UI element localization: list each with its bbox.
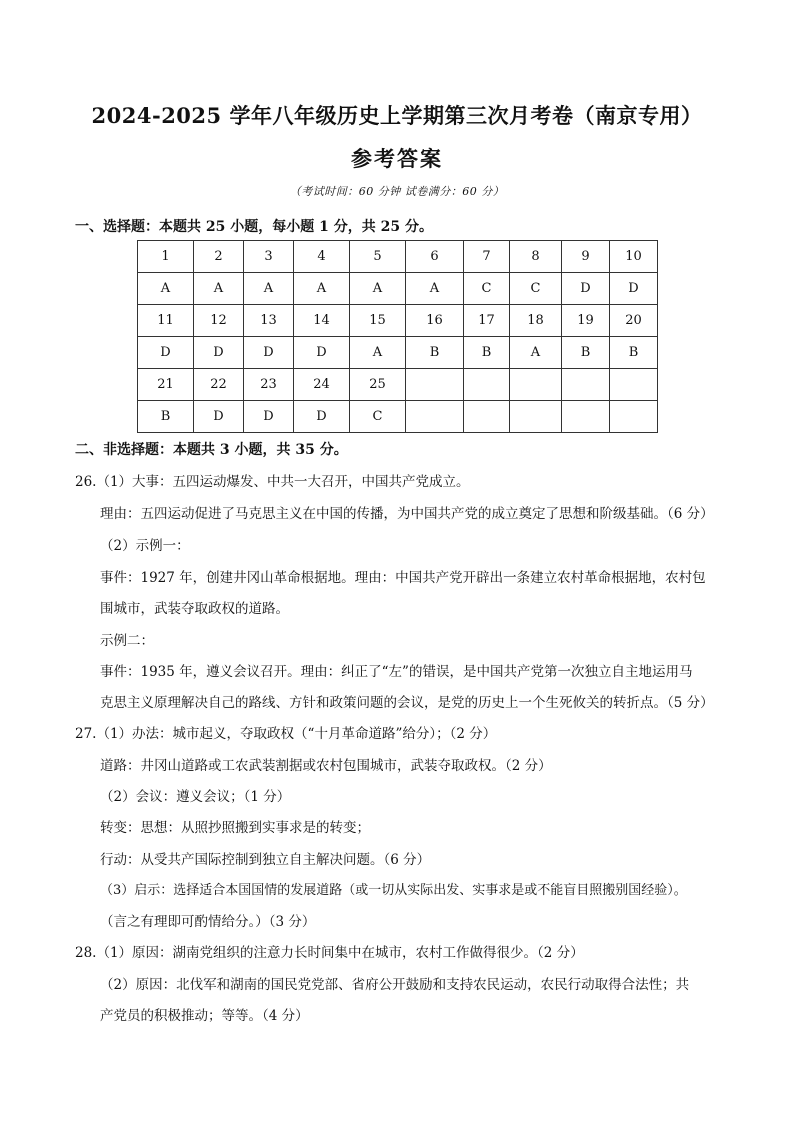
question-number-cell: 15 <box>350 305 406 337</box>
question-number-cell: 4 <box>294 241 350 273</box>
question-number-row <box>138 305 658 337</box>
question-number-cell: 14 <box>294 305 350 337</box>
answer-line: 事件：1927 年，创建井冈山革命根据地。理由：中国共产党开辟出一条建立农村革命根据地，农村包 <box>100 570 706 586</box>
page-title: 2024-2025 学年八年级历史上学期第三次月考卷（南京专用） <box>91 103 703 128</box>
answer-line: 27.（1）办法：城市起义，夺取政权（“十月革命道路”给分）；（2 分） <box>75 726 497 742</box>
answer-cell <box>406 401 464 433</box>
answer-cell: D <box>294 337 350 369</box>
question-number-cell: 8 <box>510 241 562 273</box>
question-number-cell: 19 <box>562 305 610 337</box>
answer-line: （2）会议：遵义会议；（1 分） <box>100 789 291 805</box>
answer-row <box>138 401 658 433</box>
question-number-cell: 5 <box>350 241 406 273</box>
answer-cell: D <box>244 337 294 369</box>
answer-line: 道路：井冈山道路或工农武装割据或农村包围城市，武装夺取政权。（2 分） <box>100 758 552 774</box>
question-number-cell: 9 <box>562 241 610 273</box>
answer-cell: A <box>194 273 244 305</box>
answer-cell: B <box>610 337 658 369</box>
question-number-cell: 16 <box>406 305 464 337</box>
answer-cell <box>610 401 658 433</box>
answer-cell: A <box>294 273 350 305</box>
answer-line: 理由：五四运动促进了马克思主义在中国的传播，为中国共产党的成立奠定了思想和阶级基础。（6 分） <box>100 506 714 522</box>
question-number-cell: 12 <box>194 305 244 337</box>
question-number-cell: 13 <box>244 305 294 337</box>
answer-cell: D <box>194 337 244 369</box>
answer-line: 行动：从受共产国际控制到独立自主解决问题。（6 分） <box>100 852 431 868</box>
question-number-cell: 2 <box>194 241 244 273</box>
answer-line: （3）启示：选择适合本国国情的发展道路（或一切从实际出发、实事求是或不能盲目照搬别国经验）。 <box>100 883 687 898</box>
answer-cell: A <box>138 273 194 305</box>
page-subtitle: 参考答案 <box>351 146 443 171</box>
answer-cell: C <box>510 273 562 305</box>
question-number-cell: 10 <box>610 241 658 273</box>
answer-line: （言之有理即可酌情给分。）（3 分） <box>100 914 316 930</box>
answer-cell <box>510 401 562 433</box>
answer-line: 克思主义原理解决自己的路线、方针和政策问题的会议，是党的历史上一个生死攸关的转折点。（5 分） <box>100 695 714 711</box>
answer-cell: C <box>464 273 510 305</box>
question-number-cell: 20 <box>610 305 658 337</box>
question-number-cell: 7 <box>464 241 510 273</box>
section-heading-choice: 一、选择题：本题共 25 小题，每小题 1 分，共 25 分。 <box>75 219 433 235</box>
question-number-cell: 17 <box>464 305 510 337</box>
answer-cell: B <box>406 337 464 369</box>
answer-cell: D <box>562 273 610 305</box>
section-heading-nonchoice: 二、非选择题：本题共 3 小题，共 35 分。 <box>75 442 348 458</box>
exam-meta: （考试时间：60 分钟 试卷满分：60 分） <box>289 185 505 198</box>
question-number-row <box>138 241 658 273</box>
question-number-cell <box>510 369 562 401</box>
answer-line: （2）原因：北伐军和湖南的国民党党部、省府公开鼓励和支持农民运动，农民行动取得合法性；共 <box>100 977 690 993</box>
question-number-cell: 22 <box>194 369 244 401</box>
answer-cell: A <box>350 273 406 305</box>
question-number-cell <box>562 369 610 401</box>
answer-cell: D <box>244 401 294 433</box>
answer-line: 事件：1935 年，遵义会议召开。理由：纠正了“左”的错误，是中国共产党第一次独立自主地运用马 <box>100 664 693 680</box>
question-number-cell: 21 <box>138 369 194 401</box>
question-number-cell: 24 <box>294 369 350 401</box>
question-number-cell: 3 <box>244 241 294 273</box>
question-number-cell: 1 <box>138 241 194 273</box>
answer-row <box>138 273 658 305</box>
question-number-cell <box>406 369 464 401</box>
answer-row <box>138 337 658 369</box>
answer-cell: A <box>406 273 464 305</box>
answer-cell <box>562 401 610 433</box>
answer-line: 28.（1）原因：湖南党组织的注意力长时间集中在城市，农村工作做得很少。（2 分） <box>75 945 584 961</box>
answer-line: 26.（1）大事：五四运动爆发、中共一大召开，中国共产党成立。 <box>75 474 470 490</box>
answer-cell: A <box>350 337 406 369</box>
answer-cell: B <box>464 337 510 369</box>
question-number-cell: 25 <box>350 369 406 401</box>
answer-cell: B <box>562 337 610 369</box>
answer-line: 围城市，武装夺取政权的道路。 <box>100 601 289 617</box>
answer-line: （2）示例一： <box>100 538 190 554</box>
answer-cell: A <box>510 337 562 369</box>
answer-cell: D <box>294 401 350 433</box>
answer-line: 转变：思想：从照抄照搬到实事求是的转变； <box>100 820 370 836</box>
answer-line: 示例二： <box>100 633 154 649</box>
answer-cell: D <box>194 401 244 433</box>
question-number-cell: 18 <box>510 305 562 337</box>
question-number-cell <box>464 369 510 401</box>
question-number-cell: 11 <box>138 305 194 337</box>
answer-cell: C <box>350 401 406 433</box>
answer-cell: B <box>138 401 194 433</box>
answer-line: 产党员的积极推动；等等。（4 分） <box>100 1008 309 1024</box>
answer-table <box>137 240 658 433</box>
question-number-cell <box>610 369 658 401</box>
question-number-cell: 6 <box>406 241 464 273</box>
answer-cell <box>464 401 510 433</box>
answer-cell: D <box>138 337 194 369</box>
question-number-cell: 23 <box>244 369 294 401</box>
question-number-row <box>138 369 658 401</box>
answer-cell: D <box>610 273 658 305</box>
answer-cell: A <box>244 273 294 305</box>
